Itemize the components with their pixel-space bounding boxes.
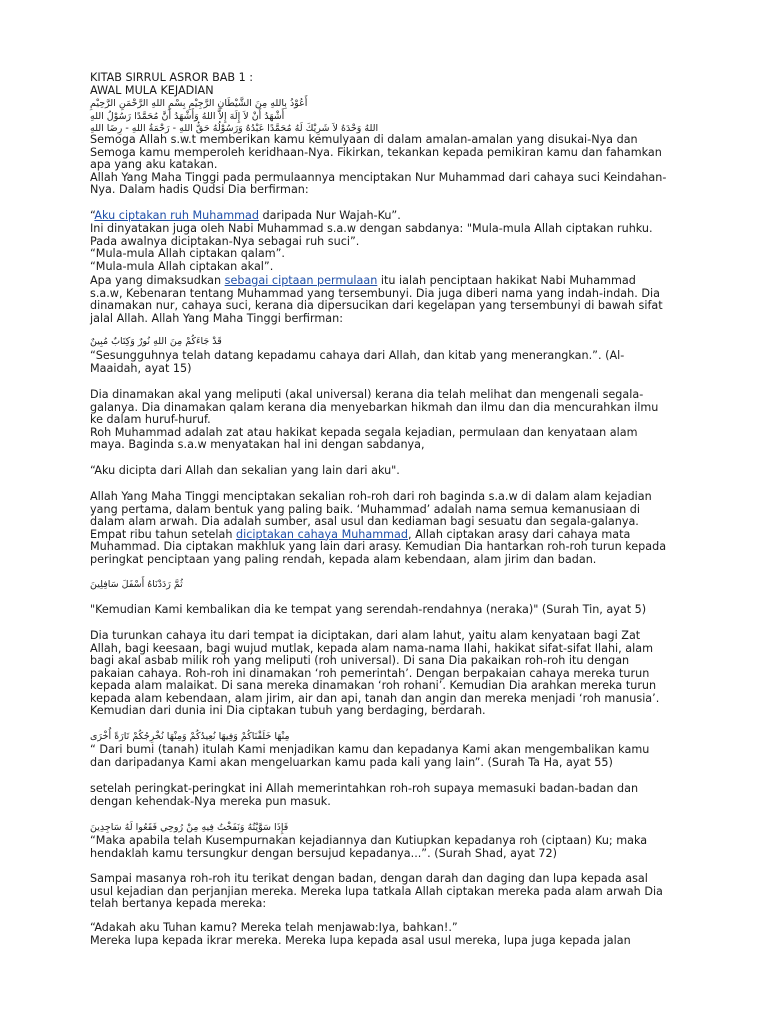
quote-al-maaidah [90, 350, 688, 375]
text-line: kepada alam kebendaan, alam jirim, air dan api, tanah dan angin dan mereka menjadi ‘roh manusia’. [90, 691, 660, 705]
quote-ikrar [90, 922, 688, 947]
text-line: hendaklah kamu tersungkur dengan bersujud kepadanya...”. (Surah Shad, ayat 72) [90, 846, 558, 860]
text-line: dengan kehendak-Nya mereka pun masuk. [90, 794, 331, 808]
arabic-verse-2 [90, 578, 688, 591]
text-line: “Mula-mula Allah ciptakan qalam”. [90, 247, 285, 260]
arabic-text: ثُمَّ رَدَدْنَاهُ أَسْفَلَ سَافِلِينَ [90, 579, 183, 590]
link-sebagai-ciptaan-permulaan[interactable]: sebagai ciptaan permulaan [224, 274, 378, 287]
arabic-line-3: اللهُ وَحْدَهُ لاَ شَرِيْكَ لَهُ مُحَمَّدًا عَبْدُهُ وَرَسُوْلُهُ حَقُّ اللهِ - رَحْمَةُ اللهِ - رِضَا اللهِ [90, 123, 379, 134]
hadith-quote-2 [90, 465, 688, 478]
text-line: Kemudian dari dunia ini Dia ciptakan tubuh yang berdaging, berdarah. [90, 704, 486, 717]
arabic-line-1: أَعُوْذُ بِاللهِ مِنَ الشَّيْطَانِ الرَّجِيْمِ بِسْمِ اللهِ الرَّحْمَنِ الرَّحِيْمِ [90, 98, 308, 109]
paragraph-7 [90, 783, 688, 808]
text-line: pakaian cahaya. Roh-roh ini dinamakan ‘roh pemerintah’. Dengan berpakaian cahaya mereka turun [90, 666, 650, 680]
text-line: "Kemudian Kami kembalikan dia ke tempat yang serendah-rendahnya (neraka)" (Surah Tin, ayat 5) [90, 603, 647, 616]
title-line-2: AWAL MULA KEJADIAN [90, 83, 214, 97]
text-line: Sampai masanya roh-roh itu terikat dengan badan, dengan darah dan daging dan lupa kepada asal [90, 872, 648, 885]
text-line: dan daripadanya Kami akan mengeluarkan kamu pada kali yang lain”. (Surah Ta Ha, ayat 55) [90, 755, 613, 769]
text-line: s.a.w, Kebenaran tentang Muhammad yang tersembunyi. Dia juga diberi nama yang indah-indah. Dia [90, 286, 660, 300]
text-line: Dia dinamakan akal yang meliputi (akal universal) kerana dia telah melihat dan mengenali segala- [90, 388, 644, 401]
text-line: “Sesungguhnya telah datang kepadamu cahaya dari Allah, dan kitab yang menerangkan.”. (Al- [90, 349, 625, 362]
paragraph-1 [90, 134, 688, 197]
arabic-verse-1 [90, 335, 688, 348]
text-suffix: itu ialah penciptaan hakikat Nabi Muhammad [377, 274, 636, 287]
paragraph-8 [90, 873, 688, 911]
text-line: maya. Baginda s.a.w menyatakan hal ini dengan sabdanya, [90, 438, 425, 451]
text-suffix: , Allah ciptakan arasy dari cahaya mata [408, 527, 631, 541]
arabic-verse-4 [90, 821, 688, 834]
text-line: dinamakan nur, cahaya suci, kerana dia dipersucikan dari kegelapan yang tersembunyi di bawah sifat [90, 299, 663, 312]
text-line: dalam alam arwah. Dia adalah sumber, asal usul dan kediaman bagi sesuatu dan segala-galanya. [90, 515, 639, 528]
arabic-line-2: أَشْهَدُ أَنْ لاَ إِلَهَ إِلاَّ اللهُ وَأَشْهَدُ أَنَّ مُحَمَّدًا رَسُوْلُ اللهِ [90, 110, 285, 122]
text-line: “Mula-mula Allah ciptakan akal”. [90, 259, 274, 273]
text-line: yang pertama, dalam bentuk yang paling baik. ‘Muhammad’ adalah nama semua kemanusiaan di [90, 502, 640, 516]
paragraph-4 [90, 389, 688, 452]
arabic-text: قَدْ جَاءَكُمْ مِنَ اللهِ نُورٌ وَكِتَابٌ مُبِينٌ [90, 336, 222, 347]
text-line: bagi akal asbab milik roh yang meliputi (roh universal). Di sana Dia pakaikan roh-roh itu dengan [90, 654, 630, 667]
opening-arabic [90, 97, 688, 135]
document-title [90, 72, 688, 97]
text-line: “ Dari bumi (tanah) itulah Kami menjadikan kamu dan kepadanya Kami akan mengembalikan kamu [90, 743, 650, 756]
text-prefix: Apa yang dimaksudkan [90, 274, 225, 287]
text-line: Mereka lupa kepada ikrar mereka. Mereka lupa kepada asal usul mereka, lupa juga kepada jalan [90, 933, 631, 947]
text-line: Nya. Dalam hadis Qudsi Dia berfirman: [90, 183, 309, 196]
arabic-text: مِنْهَا خَلَقْنَاكُمْ وَفِيهَا نُعِيدُكُمْ وَمِنْهَا نُخْرِجُكُمْ تَارَةً أُخْرَى [90, 731, 290, 742]
arabic-text: فَإِذَا سَوَّيْتُهُ وَنَفَخْتُ فِيهِ مِنْ رُوحِي فَقَعُوا لَهُ سَاجِدِينَ [90, 822, 289, 833]
quote-rest: daripada Nur Wajah-Ku”. [258, 209, 401, 222]
text-line: Maaidah, ayat 15) [90, 361, 192, 375]
quote-surah-tin [90, 604, 688, 617]
text-line: Roh Muhammad adalah zat atau hakikat kepada segala kejadian, permulaan dan kenyataan alam [90, 425, 638, 439]
title-line-1: KITAB SIRRUL ASROR BAB 1 : [90, 71, 254, 84]
link-aku-ciptakan-ruh-muhammad[interactable]: Aku ciptakan ruh Muhammad [94, 209, 259, 222]
text-line: peringkat penciptaan yang paling rendah, kepada alam kebendaan, alam jirim dan badan. [90, 552, 597, 566]
text-line: Allah, bagi keesaan, bagi wujud mutlak, kepada alam nama-nama Ilahi, hakikat sifat-sifat Ilahi, alam [90, 641, 653, 655]
text-prefix: Empat ribu tahun setelah [90, 527, 236, 541]
text-line: “Maka apabila telah Kusempurnakan kejadiannya dan Kutiupkan kepadanya roh (ciptaan) Ku; maka [90, 834, 648, 847]
paragraph-5 [90, 491, 688, 566]
text-line: kepada alam malaikat. Di sana mereka dinamakan ‘roh rohani’. Kemudian Dia arahkan mereka turun [90, 679, 657, 692]
text-line: jalal Allah. Allah Yang Maha Tinggi berfirman: [90, 311, 344, 325]
text-line: ke dalam huruf-huruf. [90, 413, 211, 426]
hadith-quote-1 [90, 210, 688, 223]
text-line: galanya. Dia dinamakan qalam kerana dia menyebarkan hikmah dan ilmu dan dia mencurahkan ilmu [90, 400, 659, 414]
text-line: Allah Yang Maha Tinggi pada permulaannya menciptakan Nur Muhammad dari cahaya suci Keindahan- [90, 170, 667, 184]
paragraph-3 [90, 275, 688, 325]
text-line: Dia turunkan cahaya itu dari tempat ia diciptakan, dari alam lahut, yaitu alam kenyataan bagi Zat [90, 629, 641, 642]
text-line: usul kejadian dan perjanjian mereka. Mereka lupa tatkala Allah ciptakan mereka pada alam arwah Dia [90, 884, 663, 898]
text-line: telah bertanya kepada mereka: [90, 897, 267, 910]
link-diciptakan-cahaya-muhammad[interactable]: diciptakan cahaya Muhammad [235, 527, 409, 541]
text-line: Semoga kamu memperoleh keridhaan-Nya. Fikirkan, tekankan kepada pemikiran kamu dan fahamkan [90, 145, 662, 159]
text-line: Pada awalnya diciptakan-Nya sebagai ruh suci”. [90, 234, 360, 248]
quote-surah-shad [90, 835, 688, 860]
paragraph-2 [90, 223, 688, 273]
text-line: Semoga Allah s.w.t memberikan kamu kemulyaan di dalam amalan-amalan yang disukai-Nya dan [90, 133, 638, 146]
text-line: Muhammad. Dia ciptakan makhluk yang lain dari arasy. Kemudian Dia hantarkan roh-roh turun kepada [90, 540, 667, 553]
text-line: setelah peringkat-peringkat ini Allah memerintahkan roh-roh supaya memasuki badan-badan dan [90, 782, 639, 795]
text-line: “Aku dicipta dari Allah dan sekalian yang lain dari aku". [90, 464, 400, 477]
text-line: “Adakah aku Tuhan kamu? Mereka telah menjawab:Iya, bahkan!.” [90, 921, 458, 934]
quote-surah-ta-ha [90, 744, 688, 769]
text-line: Allah Yang Maha Tinggi menciptakan sekalian roh-roh dari roh baginda s.a.w di dalam alam kejadian [90, 490, 652, 503]
paragraph-6 [90, 630, 688, 718]
arabic-verse-3 [90, 730, 688, 743]
open-quote: “ [90, 209, 95, 222]
text-line: apa yang aku katakan. [90, 158, 218, 171]
text-line: Ini dinyatakan juga oleh Nabi Muhammad s.a.w dengan sabdanya: "Mula-mula Allah ciptakan ruhku. [90, 222, 653, 235]
